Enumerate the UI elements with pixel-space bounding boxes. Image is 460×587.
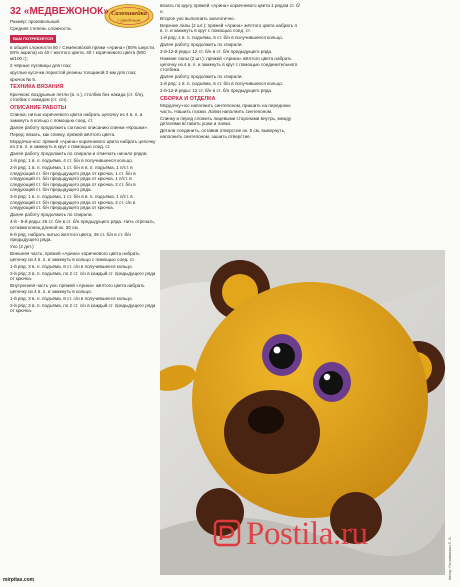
materials-banner: ВАМ ПОТРЕБУЕТСЯ bbox=[10, 35, 56, 43]
left-column bbox=[10, 6, 156, 315]
instruction-paragraph: 2-й ряд: 3 в. п. подъёма, по 2 ст. с/н в каждый ст. предыдущего ряда от крючка. bbox=[10, 270, 156, 281]
instruction-paragraph: Далее работу продолжить по спирали. bbox=[10, 212, 93, 217]
author-credit: Автор: Гоголимская Л. А. bbox=[448, 536, 452, 580]
assembly-heading: СБОРКА И ОТДЕЛКА bbox=[160, 95, 216, 102]
instruction-paragraph: Спинка: нитью коричневого цвета набрать цепочку из 4 в. п. и замкнуть в кольцо с помощью соед. ст. bbox=[10, 112, 143, 123]
instruction-paragraph: 2-й-12-й ряды: 12 ст. б/н в ст. б/н предыдущего ряда. bbox=[160, 88, 273, 93]
instruction-paragraph: Нижние лапы (2 шт.): пряжей «Арина» жёлтого цвета набрать цепочку из 4 в. п. и замкнуть в круг с помощью соединительного столбика. bbox=[160, 56, 298, 72]
logo-text-top: Самошвейка bbox=[111, 10, 147, 17]
mid-instructions bbox=[160, 3, 300, 94]
site-watermark: Postila.ru bbox=[246, 516, 368, 552]
instruction-paragraph: 1-й ряд: 1 в. п. подъёма, 6 ст. б/н в получившееся кольцо. bbox=[160, 35, 284, 40]
instruction-paragraph: Перед: вязать, как спинку, пряжей жёлтого цвета. bbox=[10, 131, 116, 137]
instruction-paragraph: Мордочка-нос: пряжей «Арина» коричневого цвета набрать цепочку из 3 в. п. и замкнуть в круг с помощью соед. ст. bbox=[10, 138, 156, 149]
difficulty-line: Средняя степень сложности. bbox=[10, 26, 72, 31]
bear-body bbox=[192, 282, 428, 518]
eye-highlight bbox=[274, 347, 281, 354]
technique-heading: ТЕХНИКА ВЯЗАНИЯ bbox=[10, 84, 64, 90]
instruction-paragraph: вязать по кругу пряжей «Арина» коричневого цвета 1 рядом ст. б/н. bbox=[160, 3, 300, 14]
instruction-paragraph: 1-й ряд: 1 в. п. подъёма, 6 ст. б/н в получившееся кольцо. bbox=[160, 81, 284, 86]
eye-highlight bbox=[324, 374, 330, 380]
materials-list bbox=[10, 45, 156, 83]
bear-right-eye bbox=[319, 371, 343, 395]
instruction-paragraph: Детали соединить, оставив отверстие ок. 5 см, вывернуть, наполнить синтепоном, зашить отверстие. bbox=[160, 128, 286, 139]
material-item: в общей сложности 80 г Семёновской пряжи «Арина» (50% шерсти, 50% акрила) из 40 г желтого цвета, 40 г коричневого цвета (500 м/100 г); bbox=[10, 44, 156, 61]
instruction-paragraph: 2-й ряд: 1 в. п. подъёма, 1 ст. б/н в в. п. подъёма, 1 п/ст. в следующий ст. б/н предыдущего ряда от крючка, 1 ст. б/н в следующий ст. б/н предыдущего ряда от крючка, 1 п/ст. в следующий ст. б/н предыдущего ряда от крючка, 2 ст. б/н в следующий ст. б/н предыдущего ряда. bbox=[10, 165, 136, 192]
instruction-paragraph: 1-й ряд: 3 в. п. подъёма, 8 ст. с/н в получившееся кольцо. bbox=[10, 263, 133, 269]
postila-icon bbox=[212, 518, 242, 548]
bear-nose bbox=[248, 406, 284, 434]
material-item: круглые кусочки пористой резины толщиной 2 мм для глаз; bbox=[10, 69, 137, 75]
instruction-paragraph: Мордочку-нос наполнить синтепоном, пришить на переднюю часть. Нашить глазки. Лапки наполнить синтепоном. bbox=[160, 103, 291, 114]
instruction-paragraph: 1-й ряд: 3 в. п. подъёма, 8 ст. с/н в получившееся кольцо. bbox=[10, 295, 133, 301]
instruction-paragraph: 2-й-12-й ряды: 12 ст. б/н в ст. б/н предыдущего ряда. bbox=[160, 49, 273, 54]
bear-left-eye bbox=[269, 343, 295, 369]
material-item: 2 чёрные пуговицы для глаз; bbox=[10, 62, 72, 68]
instruction-paragraph: Верхние лапы (2 шт.): пряжей «Арина» жёлтого цвета набрать 4 в. п. и замкнуть в круг с помощью соед. ст. bbox=[160, 22, 297, 33]
instruction-paragraph: 6-й ряд: набрать нитью желтого цвета, 26 ст. б/н в ст. б/н предыдущего ряда. bbox=[10, 231, 131, 242]
instruction-paragraph: Второе ухо выполнить аналогично. bbox=[160, 15, 236, 21]
bottom-watermark: mirpitas.com bbox=[3, 577, 35, 583]
instruction-paragraph: Далее работу продолжить по спирали. bbox=[160, 74, 243, 79]
instruction-paragraph: Далее работу продолжить по спирали. bbox=[160, 42, 243, 47]
instruction-paragraph: 1-й ряд: 1 в. п. подъёма, 4 ст. б/н в получившееся кольцо. bbox=[10, 158, 134, 163]
work-heading: ОПИСАНИЕ РАБОТЫ bbox=[10, 104, 67, 111]
instruction-paragraph: Далее работу продолжить по спирали и отмечать начало рядов. bbox=[10, 151, 148, 156]
pattern-title: 32 «МЕДВЕЖОНОК» bbox=[10, 6, 109, 17]
logo-text-bottom: с рукодельем bbox=[117, 17, 141, 23]
instruction-paragraph: Ухо (2 дет.) bbox=[10, 244, 34, 249]
instruction-paragraph: 3-й ряд: 1 в. п. подъёма, 1 ст. б/н в в. п. подъёма, 1 п/ст. в следующий ст. б/н предыдущего ряда от крючка, 2 ст. с/н в следующий ст. б/н предыдущего ряда от крючка. bbox=[10, 194, 136, 210]
instruction-paragraph: Внутренняя часть уха: пряжей «Арина» жёлтого цвета набрать цепочку из 4 в. п. и замкнуть в кольцо. bbox=[10, 283, 145, 294]
right-column bbox=[160, 3, 300, 141]
instruction-paragraph: Далее работу продолжить согласно описанию спинки «Крошки». bbox=[10, 124, 149, 130]
size-line: Размер: произвольный. bbox=[10, 19, 61, 24]
assembly-instructions bbox=[160, 103, 300, 139]
technique-text: Крючком: воздушные петли (в. п.), столбик без накида (ст. б/н), столбик с накидом (ст. с/н). bbox=[10, 91, 145, 102]
instruction-paragraph: Спинку и перед сложить лицевыми сторонами внутрь, между деталями вставить ушки и лапки. bbox=[160, 115, 292, 126]
instruction-paragraph: 4-й - 5-й ряды: 26 ст. б/н в ст. б/н предыдущего ряда. Нить отрезать, оставив конец длиной ок. 30 см. bbox=[10, 219, 156, 230]
work-instructions bbox=[10, 112, 156, 314]
instruction-paragraph: Внешняя часть: пряжей «Арина» коричневого цвета набрать цепочку из 4 в. п. и замкнуть в кольцо с помощью соед. ст. bbox=[10, 251, 140, 262]
instruction-paragraph: 2-й ряд: 3 в. п. подъёма, по 2 ст. с/н в каждый ст. предыдущего ряда от крючка. bbox=[10, 302, 156, 313]
material-item: крючок № 5. bbox=[10, 76, 37, 82]
